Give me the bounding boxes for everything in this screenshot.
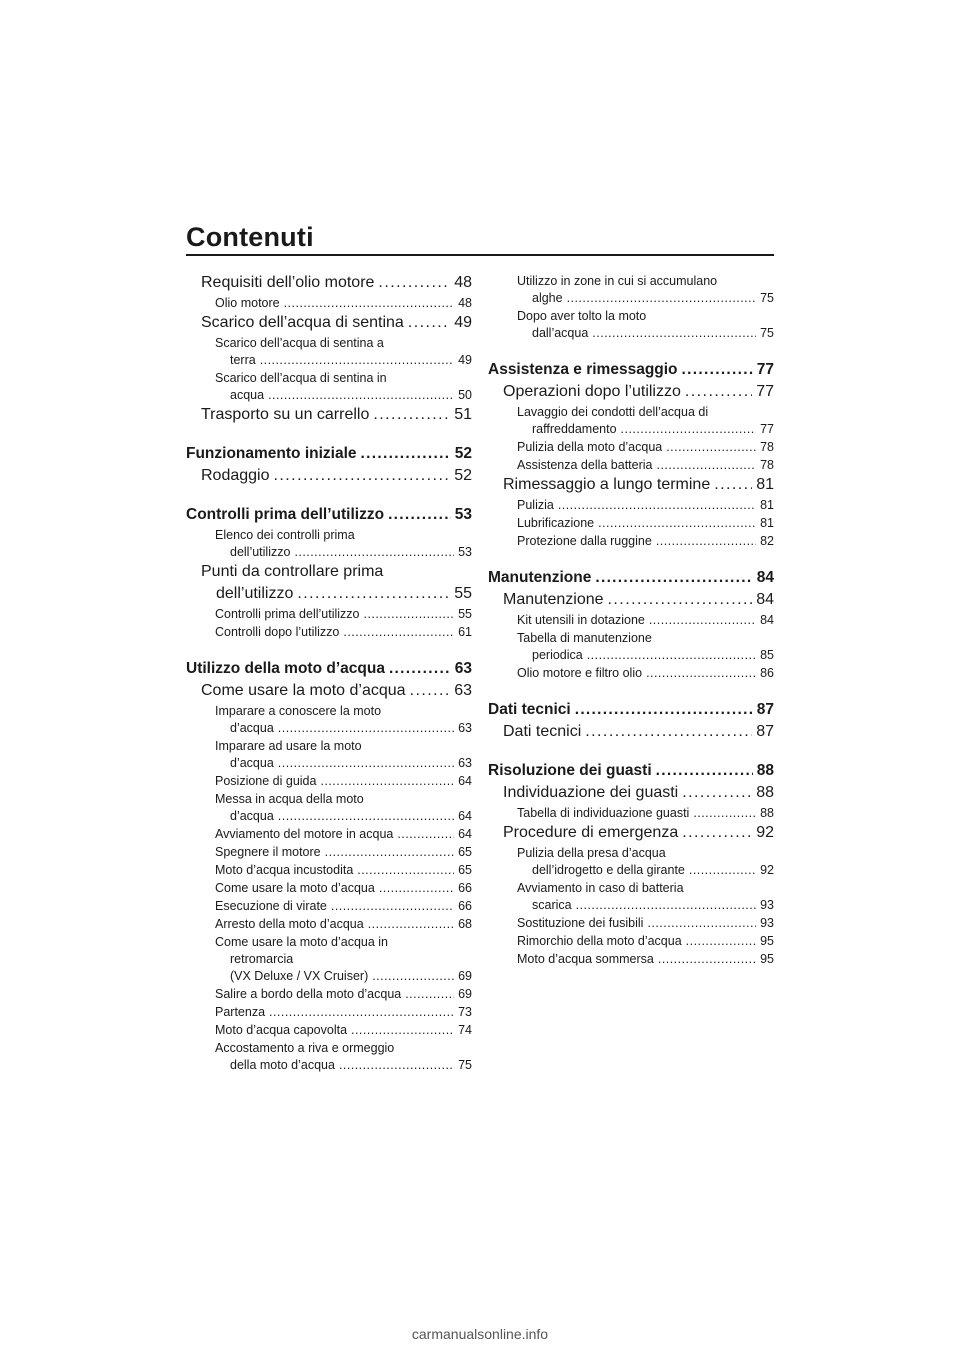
toc-entry[interactable] <box>488 515 774 532</box>
toc-page-number: 88 <box>756 784 774 801</box>
dot-leader <box>567 290 757 307</box>
toc-entry-title: dell’utilizzo <box>230 545 291 559</box>
dot-leader <box>397 826 454 843</box>
toc-entry[interactable] <box>488 822 774 844</box>
toc-entry[interactable] <box>186 561 472 605</box>
title-divider <box>186 254 774 256</box>
toc-page-number: 84 <box>760 613 774 627</box>
toc-page-number: 68 <box>458 917 472 931</box>
toc-entry-title: Accostamento a riva e ormeggio <box>215 1041 395 1055</box>
toc-column-right <box>488 272 774 968</box>
dot-leader <box>278 808 454 825</box>
dot-leader <box>278 755 454 772</box>
dot-leader <box>357 862 454 879</box>
toc-entry-title: Messa in acqua della moto <box>215 792 364 806</box>
toc-entry[interactable] <box>186 527 472 561</box>
dot-leader <box>682 359 753 381</box>
toc-page-number: 64 <box>458 827 472 841</box>
toc-entry[interactable] <box>186 934 472 985</box>
toc-entry[interactable] <box>488 567 774 589</box>
toc-entry-title: Controlli prima dell’utilizzo <box>215 607 360 621</box>
dot-leader <box>339 1057 454 1074</box>
toc-page-number: 48 <box>454 274 472 291</box>
dot-leader <box>268 387 454 404</box>
toc-entry-title: Salire a bordo della moto d’acqua <box>215 987 402 1001</box>
toc-page-number: 77 <box>756 383 774 400</box>
toc-entry[interactable] <box>488 699 774 721</box>
toc-entry-title: Operazioni dopo l’utilizzo <box>503 383 681 400</box>
toc-entry-title: scarica <box>532 898 572 912</box>
dot-leader <box>294 544 454 561</box>
toc-page-number: 74 <box>458 1023 472 1037</box>
toc-entry-title: dell’utilizzo <box>216 585 294 602</box>
toc-entry[interactable] <box>488 630 774 664</box>
toc-page-number: 64 <box>458 809 472 823</box>
toc-entry-title: Rimorchio della moto d’acqua <box>517 934 682 948</box>
toc-entry-title: Pulizia della moto d’acqua <box>517 440 663 454</box>
dot-leader <box>405 986 454 1003</box>
toc-page-number: 51 <box>454 406 472 423</box>
dot-leader <box>656 533 756 550</box>
toc-page-number: 75 <box>760 291 774 305</box>
toc-page-number: 49 <box>454 314 472 331</box>
toc-page-number: 63 <box>454 682 472 699</box>
toc-entry-title: Kit utensili in dotazione <box>517 613 645 627</box>
toc-entry[interactable] <box>186 773 472 790</box>
dot-leader <box>682 822 752 844</box>
dot-leader <box>558 497 756 514</box>
dot-leader <box>379 880 454 897</box>
toc-entry-title: Avviamento in caso di batteria <box>517 881 684 895</box>
dot-leader <box>389 658 451 680</box>
toc-entry[interactable] <box>488 845 774 879</box>
toc-page-number: 53 <box>454 506 472 523</box>
toc-entry-title: Moto d’acqua incustodita <box>215 863 354 877</box>
toc-entry[interactable] <box>186 404 472 426</box>
toc-entry[interactable] <box>186 1022 472 1039</box>
toc-entry-title: Posizione di guida <box>215 774 317 788</box>
toc-page-number: 55 <box>458 607 472 621</box>
dot-leader <box>621 421 757 438</box>
dot-leader <box>658 951 756 968</box>
toc-page-number: 87 <box>756 723 774 740</box>
toc-page-number: 75 <box>760 326 774 340</box>
toc-entry[interactable] <box>186 703 472 737</box>
toc-page-number: 66 <box>458 899 472 913</box>
toc-page-number: 64 <box>458 774 472 788</box>
toc-page-number: 81 <box>760 498 774 512</box>
toc-entry[interactable] <box>488 612 774 629</box>
toc-page-number: 84 <box>756 591 774 608</box>
toc-entry[interactable] <box>186 272 472 294</box>
toc-page-number: 63 <box>454 660 472 677</box>
toc-entry-title: Come usare la moto d’acqua in <box>215 935 389 949</box>
toc-entry[interactable] <box>488 474 774 496</box>
toc-entry-title: Risoluzione dei guasti <box>488 762 652 779</box>
dot-leader <box>325 844 454 861</box>
toc-entry[interactable] <box>488 308 774 342</box>
toc-entry-title: d’acqua <box>230 809 274 823</box>
toc-entry-title: Procedure di emergenza <box>503 824 679 841</box>
toc-page-number: 77 <box>756 361 774 378</box>
toc-entry[interactable] <box>488 404 774 438</box>
dot-leader <box>575 699 753 721</box>
toc-page-number: 65 <box>458 863 472 877</box>
dot-leader <box>274 465 451 487</box>
toc-entry[interactable] <box>488 880 774 914</box>
toc-entry[interactable] <box>488 760 774 782</box>
toc-entry-title: Come usare la moto d’acqua <box>201 682 406 699</box>
toc-page-number: 85 <box>760 648 774 662</box>
toc-entry[interactable] <box>488 439 774 456</box>
toc-page-number: 84 <box>756 569 774 586</box>
toc-page-number: 78 <box>760 458 774 472</box>
toc-entry[interactable] <box>186 465 472 487</box>
toc-entry[interactable] <box>488 457 774 474</box>
toc-entry[interactable] <box>186 680 472 702</box>
toc-entry[interactable] <box>488 933 774 950</box>
dot-leader <box>685 381 752 403</box>
toc-entry[interactable] <box>186 791 472 825</box>
dot-leader <box>714 474 752 496</box>
toc-entry-title: retromarcia <box>230 952 294 966</box>
toc-entry-title: Scarico dell’acqua di sentina a <box>215 336 384 350</box>
toc-entry-title: Protezione dalla ruggine <box>517 534 652 548</box>
toc-entry-title: Lubrificazione <box>517 516 595 530</box>
toc-entry[interactable] <box>186 738 472 772</box>
toc-entry[interactable] <box>186 443 472 465</box>
toc-page-number: 61 <box>458 625 472 639</box>
toc-page-number: 77 <box>760 422 774 436</box>
toc-entry[interactable] <box>186 898 472 915</box>
dot-leader <box>647 915 756 932</box>
dot-leader <box>278 720 454 737</box>
dot-leader <box>343 624 454 641</box>
dot-leader <box>657 457 757 474</box>
toc-page-number: 48 <box>458 296 472 310</box>
dot-leader <box>364 606 455 623</box>
toc-entry-title: Imparare a conoscere la moto <box>215 704 382 718</box>
page-title: Contenuti <box>186 222 314 252</box>
toc-entry-title: Utilizzo in zone in cui si accumulano <box>517 274 718 288</box>
toc-entry[interactable] <box>186 986 472 1003</box>
dot-leader <box>378 272 450 294</box>
toc-entry-title: Avviamento del motore in acqua <box>215 827 394 841</box>
toc-entry[interactable] <box>186 370 472 404</box>
toc-entry-title: della moto d’acqua <box>230 1058 335 1072</box>
dot-leader <box>598 515 756 532</box>
toc-entry[interactable] <box>488 533 774 550</box>
toc-entry-title: Punti da controllare prima <box>201 563 384 580</box>
toc-entry-title: Controlli dopo l’utilizzo <box>215 625 340 639</box>
toc-entry-title: Scarico dell’acqua di sentina <box>201 314 404 331</box>
dot-leader <box>372 968 454 985</box>
toc-entry-title: d’acqua <box>230 721 274 735</box>
dot-leader <box>361 443 451 465</box>
toc-entry-title: alghe <box>532 291 563 305</box>
toc-entry-title: terra <box>230 353 256 367</box>
toc-page-number: 49 <box>458 353 472 367</box>
toc-entry-title: Olio motore <box>215 296 280 310</box>
dot-leader <box>656 760 753 782</box>
toc-entry[interactable] <box>488 497 774 514</box>
dot-leader <box>693 805 756 822</box>
toc-entry-title: Arresto della moto d’acqua <box>215 917 364 931</box>
dot-leader <box>351 1022 454 1039</box>
toc-entry-title: d’acqua <box>230 756 274 770</box>
dot-leader <box>269 1004 454 1021</box>
toc-entry[interactable] <box>488 589 774 611</box>
toc-entry-title: Partenza <box>215 1005 266 1019</box>
dot-leader <box>368 916 454 933</box>
toc-entry-title: dell’idrogetto e della girante <box>532 863 685 877</box>
toc-entry-title: Rimessaggio a lungo termine <box>503 476 711 493</box>
toc-entry[interactable] <box>488 273 774 307</box>
toc-entry-title: Manutenzione <box>488 569 592 586</box>
toc-entry[interactable] <box>186 916 472 933</box>
watermark-footer: carmanualsonline.info <box>411 1326 549 1342</box>
dot-leader <box>284 295 454 312</box>
toc-page-number: 87 <box>756 701 774 718</box>
dot-leader <box>410 680 451 702</box>
toc-entry[interactable] <box>186 624 472 641</box>
toc-page-number: 69 <box>458 969 472 983</box>
toc-page-number: 92 <box>756 824 774 841</box>
toc-entry-title: Esecuzione di virate <box>215 899 327 913</box>
dot-leader <box>331 898 454 915</box>
toc-entry-title: Rodaggio <box>201 467 270 484</box>
dot-leader <box>682 782 752 804</box>
dot-leader <box>649 612 756 629</box>
toc-page-number: 78 <box>760 440 774 454</box>
toc-entry-title: Utilizzo della moto d’acqua <box>186 660 385 677</box>
toc-entry-title: Spegnere il motore <box>215 845 321 859</box>
toc-entry-title: Dati tecnici <box>488 701 571 718</box>
toc-entry-title: Funzionamento iniziale <box>186 445 357 462</box>
toc-entry-title: Requisiti dell’olio motore <box>201 274 375 291</box>
toc-entry[interactable] <box>186 335 472 369</box>
toc-page-number: 73 <box>458 1005 472 1019</box>
toc-entry-title: (VX Deluxe / VX Cruiser) <box>230 969 369 983</box>
toc-entry-title: Scarico dell’acqua di sentina in <box>215 371 387 385</box>
toc-page-number: 81 <box>760 516 774 530</box>
dot-leader <box>320 773 454 790</box>
toc-entry-title: Pulizia <box>517 498 554 512</box>
toc-page-number: 55 <box>454 585 472 602</box>
toc-page-number: 66 <box>458 881 472 895</box>
toc-entry-title: Tabella di manutenzione <box>517 631 652 645</box>
toc-entry-title: Lavaggio dei condotti dell’acqua di <box>517 405 709 419</box>
toc-page-number: 88 <box>760 806 774 820</box>
toc-entry-title: Individuazione dei guasti <box>503 784 679 801</box>
toc-entry-title: Olio motore e filtro olio <box>517 666 643 680</box>
toc-entry-title: Dati tecnici <box>503 723 582 740</box>
toc-column-left <box>186 272 472 1074</box>
toc-entry[interactable] <box>186 862 472 879</box>
toc-page-number: 93 <box>760 898 774 912</box>
toc-entry-title: Moto d’acqua sommersa <box>517 952 654 966</box>
toc-entry[interactable] <box>488 721 774 743</box>
toc-page-number: 81 <box>756 476 774 493</box>
toc-entry[interactable] <box>488 381 774 403</box>
toc-entry-title: Trasporto su un carrello <box>201 406 370 423</box>
toc-entry-title: periodica <box>532 648 583 662</box>
toc-page-number: 88 <box>756 762 774 779</box>
dot-leader <box>373 404 450 426</box>
toc-entry[interactable] <box>488 782 774 804</box>
dot-leader <box>646 665 756 682</box>
toc-entry[interactable] <box>186 826 472 843</box>
dot-leader <box>666 439 756 456</box>
toc-page-number: 52 <box>454 445 472 462</box>
toc-entry-title: Come usare la moto d’acqua <box>215 881 375 895</box>
toc-page-number: 63 <box>458 756 472 770</box>
dot-leader <box>689 862 756 879</box>
dot-leader <box>608 589 753 611</box>
toc-entry[interactable] <box>186 844 472 861</box>
toc-entry[interactable] <box>186 504 472 526</box>
dot-leader <box>595 567 752 589</box>
toc-entry-title: acqua <box>230 388 265 402</box>
toc-entry[interactable] <box>186 658 472 680</box>
toc-page-number: 86 <box>760 666 774 680</box>
toc-entry-title: Imparare ad usare la moto <box>215 739 362 753</box>
toc-entry[interactable] <box>488 805 774 822</box>
dot-leader <box>686 933 756 950</box>
toc-entry[interactable] <box>186 606 472 623</box>
dot-leader <box>388 504 451 526</box>
toc-entry[interactable] <box>488 359 774 381</box>
toc-entry[interactable] <box>488 951 774 968</box>
toc-page-number: 93 <box>760 916 774 930</box>
toc-entry-title: Tabella di individuazione guasti <box>517 806 690 820</box>
dot-leader <box>576 897 757 914</box>
toc-entry-title: Dopo aver tolto la moto <box>517 309 647 323</box>
toc-entry-title: Assistenza e rimessaggio <box>488 361 678 378</box>
toc-entry-title: Controlli prima dell’utilizzo <box>186 506 385 523</box>
toc-page-number: 63 <box>458 721 472 735</box>
toc-page-number: 50 <box>458 388 472 402</box>
toc-entry[interactable] <box>488 915 774 932</box>
dot-leader <box>592 325 756 342</box>
toc-entry-title: Elenco dei controlli prima <box>215 528 355 542</box>
toc-entry-title: Manutenzione <box>503 591 604 608</box>
toc-entry-title: raffreddamento <box>532 422 617 436</box>
toc-page-number: 95 <box>760 952 774 966</box>
dot-leader <box>408 312 450 334</box>
dot-leader <box>297 583 450 605</box>
toc-page-number: 82 <box>760 534 774 548</box>
toc-page-number: 92 <box>760 863 774 877</box>
toc-entry[interactable] <box>186 312 472 334</box>
toc-page-number: 65 <box>458 845 472 859</box>
dot-leader <box>585 721 752 743</box>
toc-entry-title: Moto d’acqua capovolta <box>215 1023 348 1037</box>
toc-entry[interactable] <box>186 880 472 897</box>
dot-leader <box>587 647 756 664</box>
toc-page-number: 53 <box>458 545 472 559</box>
toc-entry-title: dall’acqua <box>532 326 589 340</box>
toc-entry[interactable] <box>186 1004 472 1021</box>
dot-leader <box>260 352 454 369</box>
toc-entry[interactable] <box>186 1040 472 1074</box>
toc-entry-title: Assistenza della batteria <box>517 458 653 472</box>
toc-entry[interactable] <box>186 295 472 312</box>
toc-entry[interactable] <box>488 665 774 682</box>
toc-page-number: 69 <box>458 987 472 1001</box>
toc-page-number: 75 <box>458 1058 472 1072</box>
toc-page-number: 95 <box>760 934 774 948</box>
toc-entry-title: Sostituzione dei fusibili <box>517 916 644 930</box>
toc-entry-title: Pulizia della presa d’acqua <box>517 846 666 860</box>
toc-page-number: 52 <box>454 467 472 484</box>
